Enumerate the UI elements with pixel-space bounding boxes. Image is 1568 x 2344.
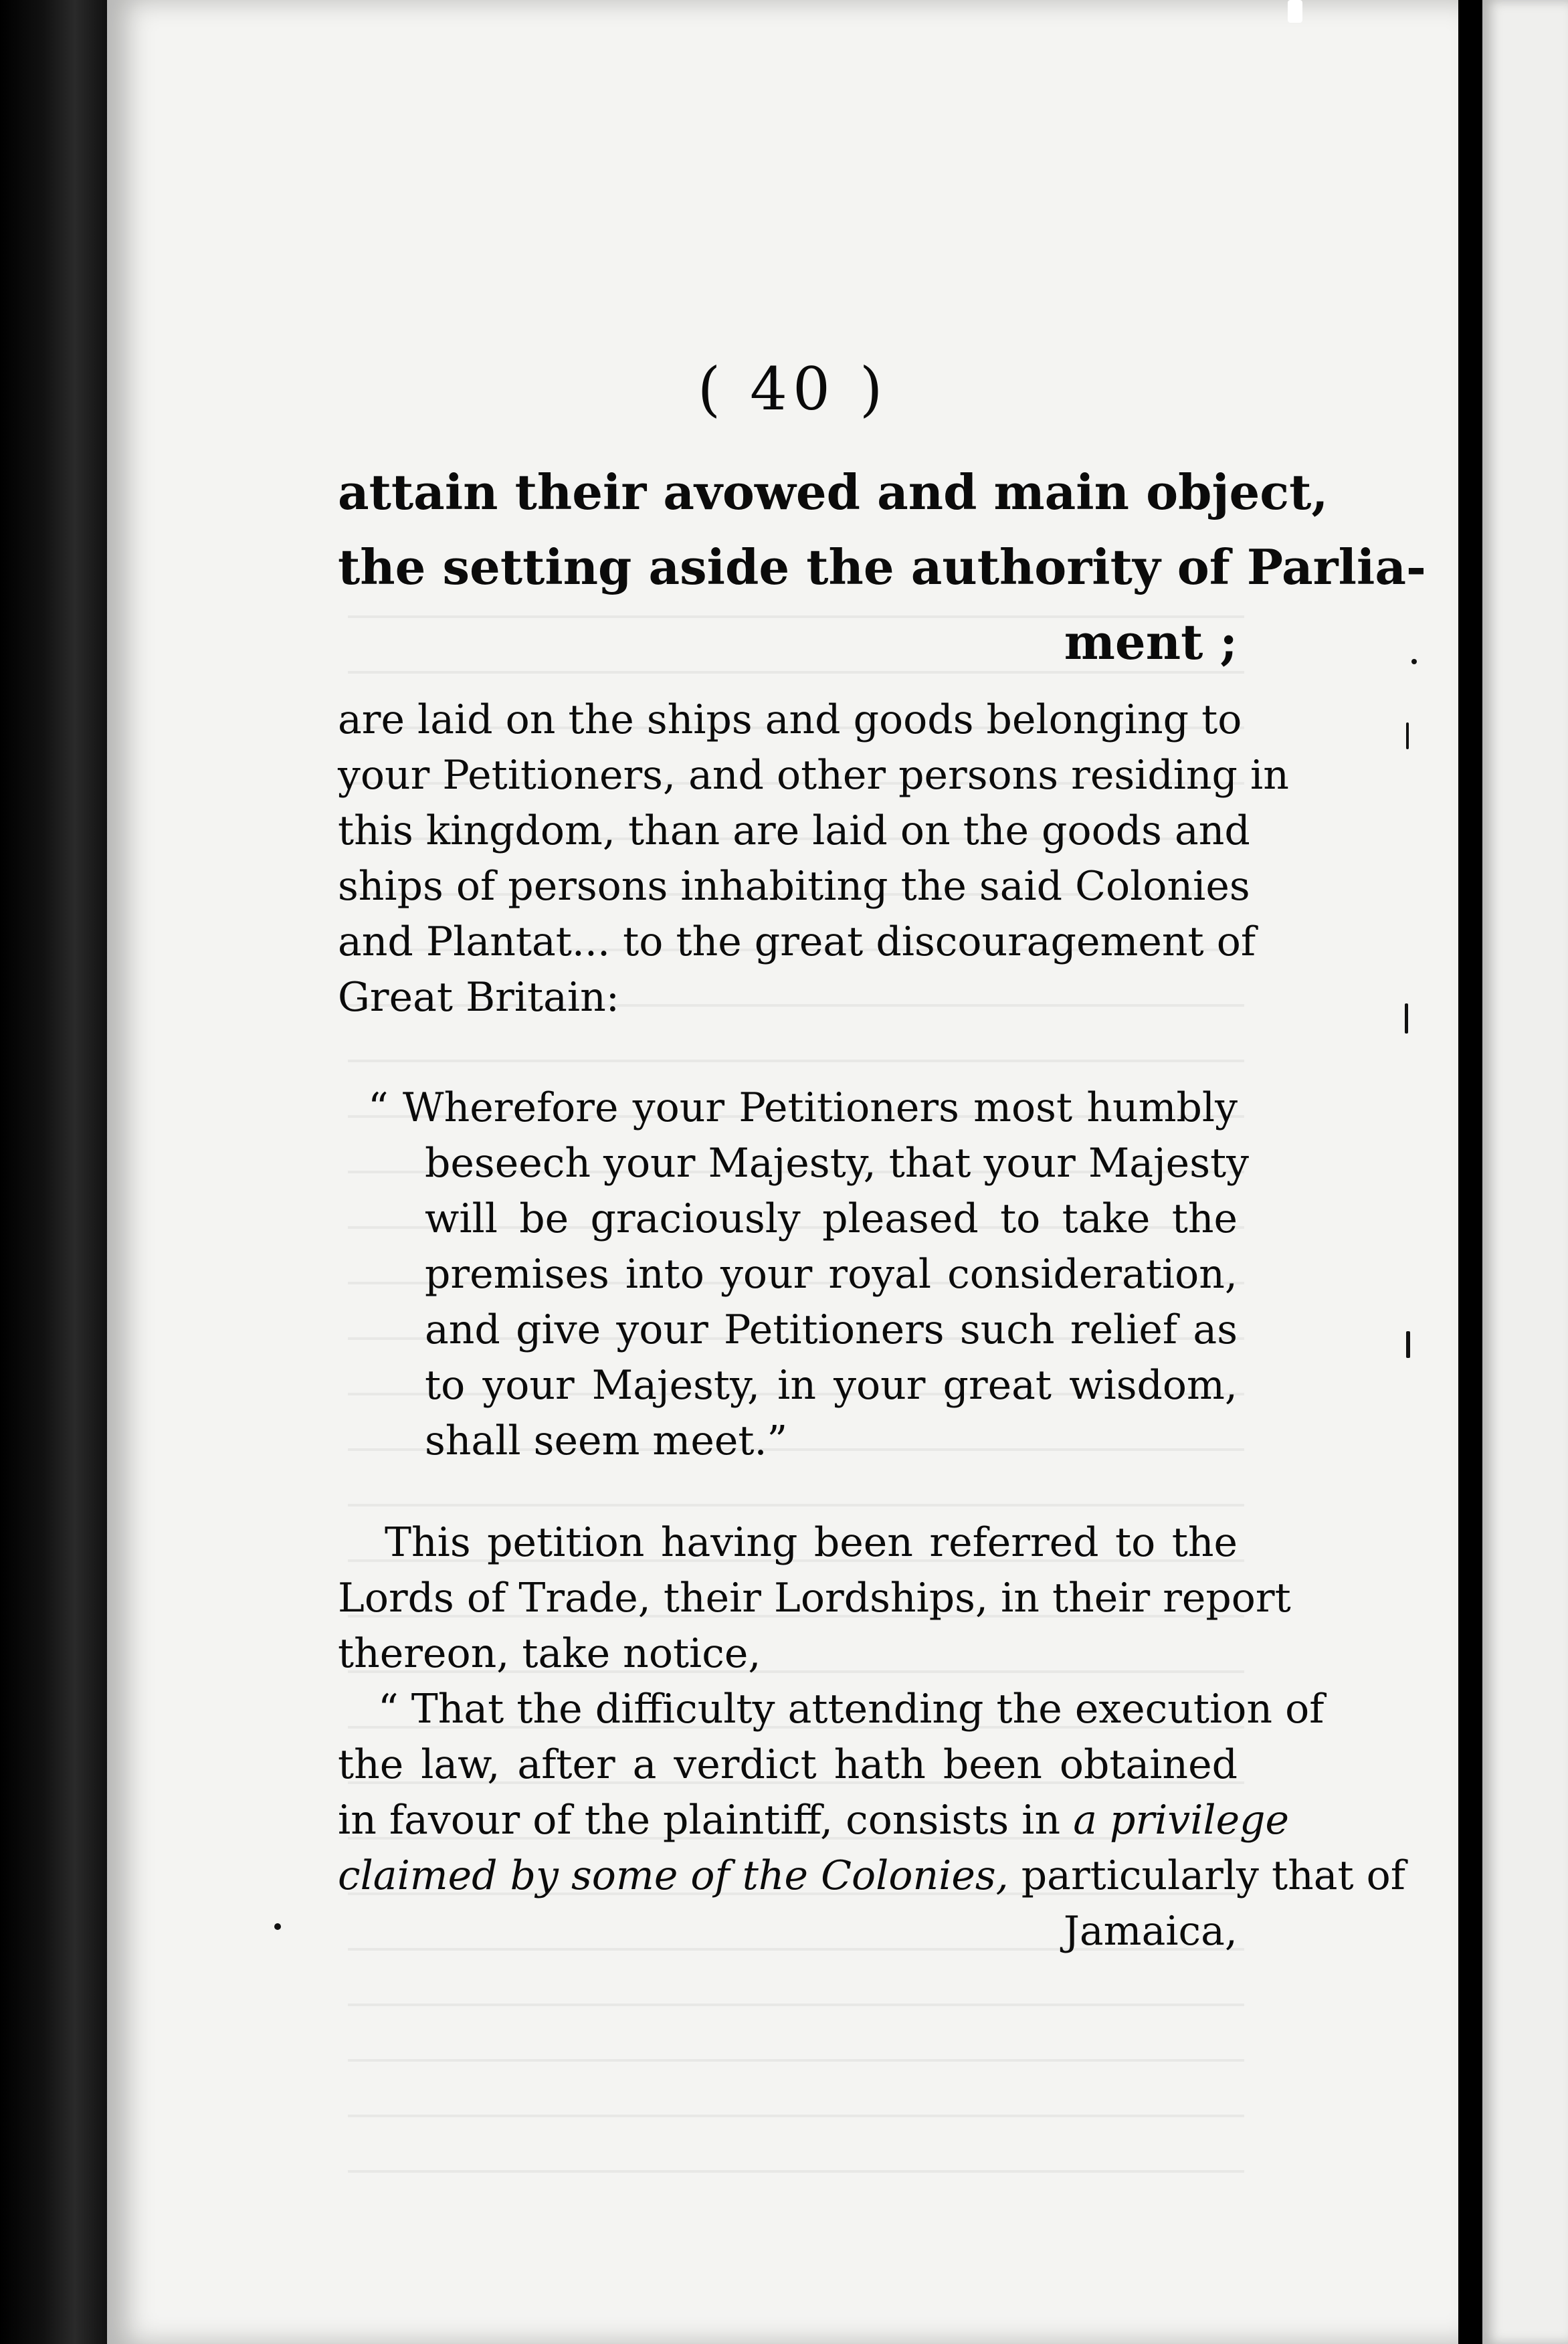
scan-speck xyxy=(274,1923,281,1930)
body1-line-1: are laid on the ships and goods belonging to xyxy=(338,696,1242,743)
lead-line-2: the setting aside the authority of Parlia- xyxy=(338,539,1426,595)
body2-line-5: the law, after a verdict hath been obtained xyxy=(338,1741,1238,1788)
quote-line-7: shall seem meet.” xyxy=(425,1418,788,1464)
lead-line-1: attain their avowed and main object, xyxy=(338,464,1329,520)
scan-speck xyxy=(1411,659,1417,664)
page-gutter xyxy=(1458,0,1482,2344)
facing-page-edge xyxy=(1482,0,1568,2344)
quote-line-3: will be graciously pleased to take the xyxy=(425,1195,1238,1242)
body2-line-6 xyxy=(338,1793,1290,1848)
quote-line-4: premises into your royal consideration, xyxy=(425,1251,1238,1298)
body1-line-2: your Petitioners, and other persons residing in xyxy=(338,752,1289,799)
body2-line-7-italic: claimed by some of the Colonies, xyxy=(338,1852,1009,1899)
quote-line-5: and give your Petitioners such relief as xyxy=(425,1306,1238,1353)
lead-line-3: ment ; xyxy=(1064,613,1238,670)
body2-line-8: Jamaica, xyxy=(1063,1908,1238,1955)
quote-line-2: beseech your Majesty, that your Majesty xyxy=(425,1140,1249,1187)
scan-speck xyxy=(1406,1331,1410,1358)
body2-line-7-plain: particularly that of xyxy=(1021,1852,1406,1899)
quote-line-6: to your Majesty, in your great wisdom, xyxy=(425,1362,1238,1409)
body2-line-2: Lords of Trade, their Lordships, in their report xyxy=(338,1575,1291,1622)
lead-paragraph xyxy=(338,455,1426,680)
scan-speck xyxy=(1406,722,1409,749)
body-paragraph-1 xyxy=(338,692,1289,1026)
petition-quote xyxy=(368,1080,1249,1469)
body2-line-4: “ That the difficulty attending the execution of xyxy=(378,1686,1325,1733)
body2-line-6-plain: in favour of the plaintiff, consists in xyxy=(338,1797,1061,1844)
body2-line-6-italic: a privilege xyxy=(1073,1797,1290,1844)
quote-line-1: “ Wherefore your Petitioners most humbly xyxy=(368,1084,1238,1131)
scan-speck xyxy=(1288,0,1302,23)
body1-line-6: Great Britain: xyxy=(338,974,619,1021)
scan-left-edge xyxy=(0,0,107,2344)
body-paragraph-2 xyxy=(338,1515,1406,1959)
scan-speck xyxy=(1405,1003,1408,1034)
page-number: ( 40 ) xyxy=(697,355,888,423)
body2-line-7 xyxy=(338,1848,1406,1904)
body2-line-1: This petition having been referred to the xyxy=(385,1519,1238,1566)
body1-line-3: this kingdom, than are laid on the goods and xyxy=(338,807,1250,854)
body1-line-4: ships of persons inhabiting the said Colonies xyxy=(338,863,1250,910)
body2-line-3: thereon, take notice, xyxy=(338,1630,761,1677)
body1-line-5: and Plantat... to the great discouragement of xyxy=(338,918,1256,965)
